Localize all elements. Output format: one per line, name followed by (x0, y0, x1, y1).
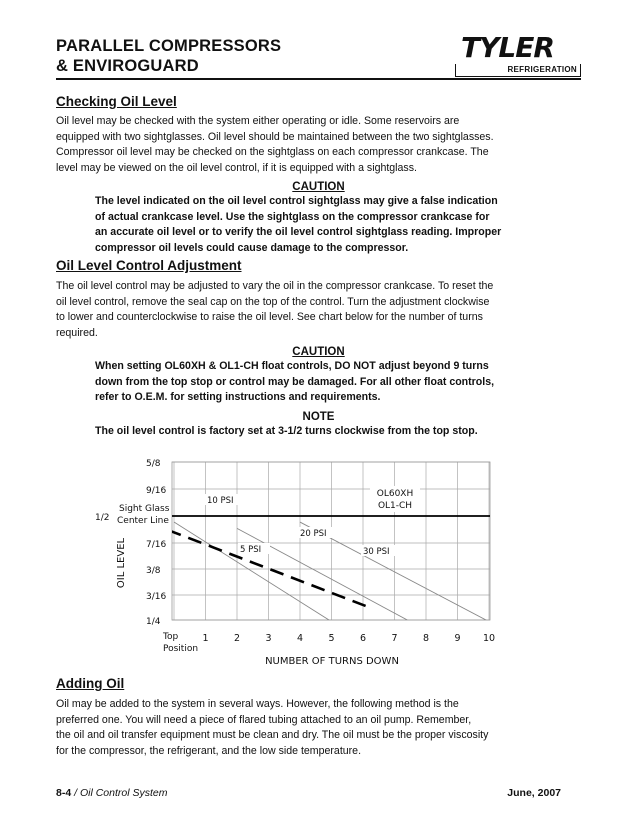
text-line: to lower and counterclockwise to raise the oil level. See chart below for the number of turns (56, 311, 483, 324)
x-tick-label: Top (163, 632, 179, 642)
oil-level-chart-svg (0, 446, 638, 676)
text-line: Oil may be added to the system in several ways. However, the following method is the (56, 698, 459, 710)
text-line: level may be viewed on the oil level control, if it is equipped with a sightglass. (56, 161, 417, 174)
text-line: Compressor oil level may be checked on the sightglass on each compressor crankcase. The (56, 146, 489, 159)
series-line-20-psi (237, 528, 410, 621)
x-tick-label: 1 (202, 633, 209, 644)
note-label: NOTE (302, 411, 335, 423)
caution-text-2 (95, 359, 565, 406)
page-number: 8-4 (56, 787, 72, 799)
x-tick-label: 4 (296, 633, 304, 644)
series-label: 5 PSI (240, 545, 262, 555)
logo-wordmark: TYLER (461, 31, 554, 64)
y-tick-label-sightglass: 1/2 (95, 513, 110, 523)
text-line: The oil level control may be adjusted to vary the oil in the compressor crankcase. To reset the (56, 280, 494, 292)
y-tick-label: 1/4 (146, 617, 161, 627)
sightglass-label: Center Line (117, 516, 169, 526)
adjustment-text (56, 279, 581, 341)
y-tick-label: 7/16 (146, 540, 167, 550)
x-tick-label: 8 (422, 633, 430, 644)
header-divider (56, 78, 581, 80)
y-tick-label: 9/16 (146, 486, 167, 496)
adding-oil-text (56, 697, 581, 759)
note-text (95, 424, 565, 440)
note-line: The oil level control is factory set at 3-1/2 turns clockwise from the top stop. (95, 425, 478, 437)
tyler-logo (455, 31, 581, 78)
caution-word: CAUTION (292, 181, 345, 193)
caution-word: CAUTION (292, 346, 345, 358)
caution-line: The level indicated on the oil level control sightglass may give a false indication (95, 195, 498, 207)
section-name: / Oil Control System (71, 787, 168, 799)
text-line: equipped with two sightglasses. Oil level should be maintained between the two sightglasses. (56, 130, 494, 143)
caution-line: of actual crankcase level. Use the sightglass on the compressor crankcase for (95, 210, 490, 223)
annotation-line: OL60XH (376, 489, 414, 499)
x-tick-label: Position (163, 644, 199, 654)
plot-frame (172, 462, 490, 620)
text-line: preferred one. You will need a piece of flared tubing attached to an oil pump. Remember, (56, 713, 472, 726)
y-axis-label: OIL LEVEL (116, 537, 127, 589)
annotation-line: OL1-CH (377, 501, 413, 511)
sightglass-label: Sight Glass (119, 504, 170, 514)
caution-label-2 (56, 345, 581, 359)
series-label: 10 PSI (207, 496, 234, 506)
logo-subtitle: REFRIGERATION (507, 65, 577, 74)
heading-oil-level-control-adjustment: Oil Level Control Adjustment (56, 258, 242, 273)
x-tick-label: 7 (391, 633, 398, 644)
text-line: required. (56, 326, 98, 339)
text-line: the oil and oil transfer equipment must be clean and dry. The oil must be the proper viscosity (56, 729, 489, 742)
x-tick-label: 9 (454, 633, 461, 644)
footer-date: June, 2007 (507, 787, 561, 799)
x-tick-label: 6 (359, 633, 367, 644)
checking-oil-level-text (56, 114, 581, 176)
caution-line: an accurate oil level or to verify the oil level control sightglass reading. Improper (95, 226, 502, 239)
oil-level-chart (0, 446, 638, 676)
text-line: oil level control, remove the seal cap on the top of the control. Turn the adjustment clockwise (56, 295, 490, 308)
title-line-1: PARALLEL COMPRESSORS (56, 37, 282, 55)
x-tick-label: 10 (482, 633, 496, 644)
heading-adding-oil: Adding Oil (56, 676, 125, 691)
x-axis-label: NUMBER OF TURNS DOWN (265, 656, 399, 667)
series-label: 30 PSI (363, 547, 390, 557)
text-line: Oil level may be checked with the system either operating or idle. Some reservoirs are (56, 115, 460, 127)
caution-text-1 (95, 194, 565, 256)
x-tick-label: 2 (233, 633, 241, 644)
caution-line: down from the top stop or control may be damaged. For all other float controls, (95, 375, 495, 388)
x-tick-label: 5 (328, 633, 335, 644)
caution-line: When setting OL60XH & OL1-CH float controls, DO NOT adjust beyond 9 turns (95, 360, 489, 372)
caution-label-1 (56, 180, 581, 194)
y-tick-label: 3/16 (146, 592, 167, 602)
heading-checking-oil-level: Checking Oil Level (56, 94, 177, 109)
text-line: for the compressor, the refrigerant, and the low side temperature. (56, 744, 362, 757)
y-tick-label: 3/8 (146, 566, 161, 576)
document-title (56, 36, 281, 76)
title-line-2: & ENVIROGUARD (56, 57, 199, 75)
footer-page-ref (56, 787, 167, 799)
caution-line: compressor oil levels could cause damage to the compressor. (95, 241, 409, 254)
y-tick-label: 5/8 (146, 459, 161, 469)
x-tick-label: 3 (265, 633, 272, 644)
caution-line: refer to O.E.M. for setting instructions and requirements. (95, 391, 381, 404)
series-label: 20 PSI (300, 529, 327, 539)
